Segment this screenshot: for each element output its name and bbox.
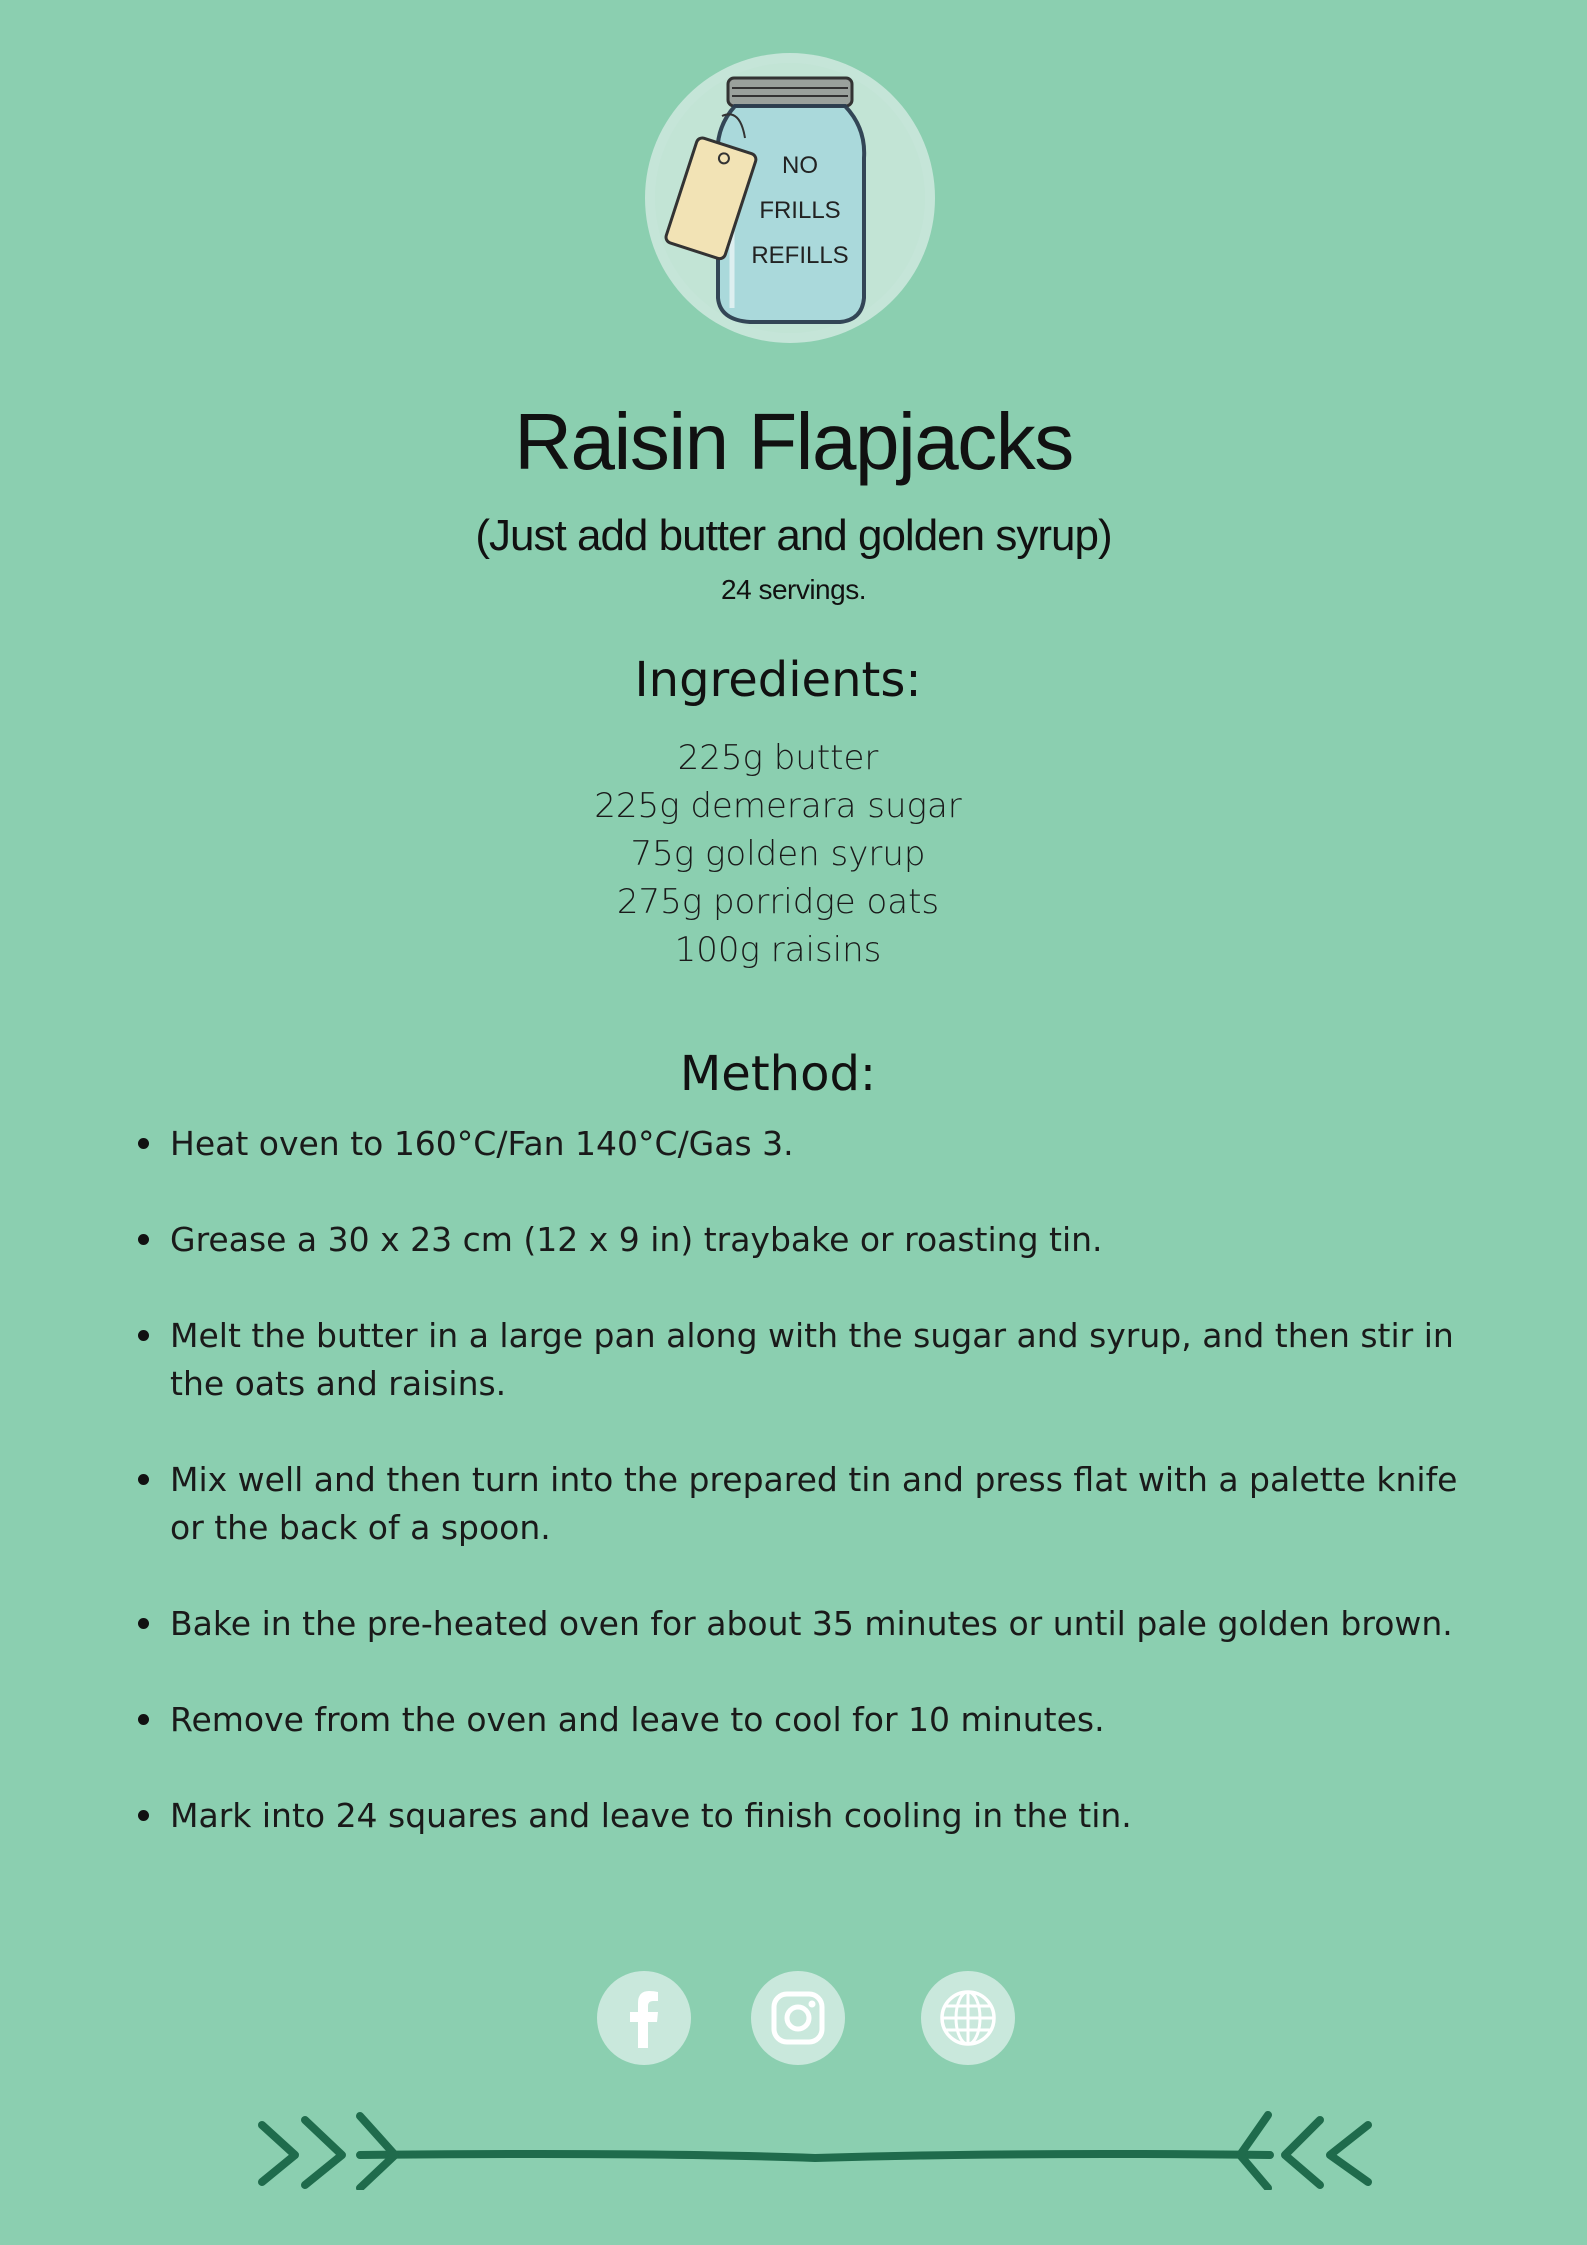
method-step-text: Grease a 30 x 23 cm (12 x 9 in) traybake or roasting tin. [170,1220,1103,1259]
method-step [130,1456,1490,1552]
ingredient-item: 275g porridge oats [616,882,940,922]
ingredient-item: 225g butter [677,738,879,778]
method-step [130,1216,1490,1264]
ingredients-heading: Ingredients: [634,652,922,708]
ingredients-list [0,734,1556,974]
bullet-icon [138,1234,149,1245]
instagram-icon[interactable] [750,1970,846,2066]
bullet-icon [138,1714,149,1725]
method-step-text: Bake in the pre-heated oven for about 35 minutes or until pale golden brown. [170,1604,1453,1643]
method-step [130,1696,1490,1744]
servings-text: 24 servings. [721,574,866,605]
method-step [130,1120,1490,1168]
bullet-icon [138,1330,149,1341]
bullet-icon [138,1474,149,1485]
ingredient-item: 75g golden syrup [630,834,926,874]
method-step-text: Heat oven to 160°C/Fan 140°C/Gas 3. [170,1124,794,1163]
method-step-text: Melt the butter in a large pan along with the sugar and syrup, and then stir in the oats and raisins. [170,1316,1454,1403]
method-step-text: Mix well and then turn into the prepared tin and press flat with a palette knife or the back of a spoon. [170,1460,1458,1547]
no-frills-refills-logo [640,48,940,348]
ingredient-item: 225g demerara sugar [594,786,962,826]
bullet-icon [138,1618,149,1629]
bullet-icon [138,1810,149,1821]
method-heading: Method: [679,1046,877,1102]
jar-text-line-1: NO [782,152,818,179]
arrow-divider [250,2100,1380,2190]
method-step [130,1792,1490,1840]
bullet-icon [138,1138,149,1149]
jar-text-line-3: REFILLS [751,242,849,269]
ingredient-item: 100g raisins [674,930,882,970]
facebook-icon[interactable] [596,1970,692,2066]
globe-icon[interactable] [920,1970,1016,2066]
method-steps-list [130,1120,1490,1888]
recipe-title: Raisin Flapjacks [514,397,1073,486]
method-step [130,1600,1490,1648]
method-step-text: Remove from the oven and leave to cool for 10 minutes. [170,1700,1105,1739]
method-step [130,1312,1490,1408]
recipe-subtitle: (Just add butter and golden syrup) [475,511,1112,560]
method-step-text: Mark into 24 squares and leave to finish cooling in the tin. [170,1796,1132,1835]
jar-text-line-2: FRILLS [759,197,841,224]
